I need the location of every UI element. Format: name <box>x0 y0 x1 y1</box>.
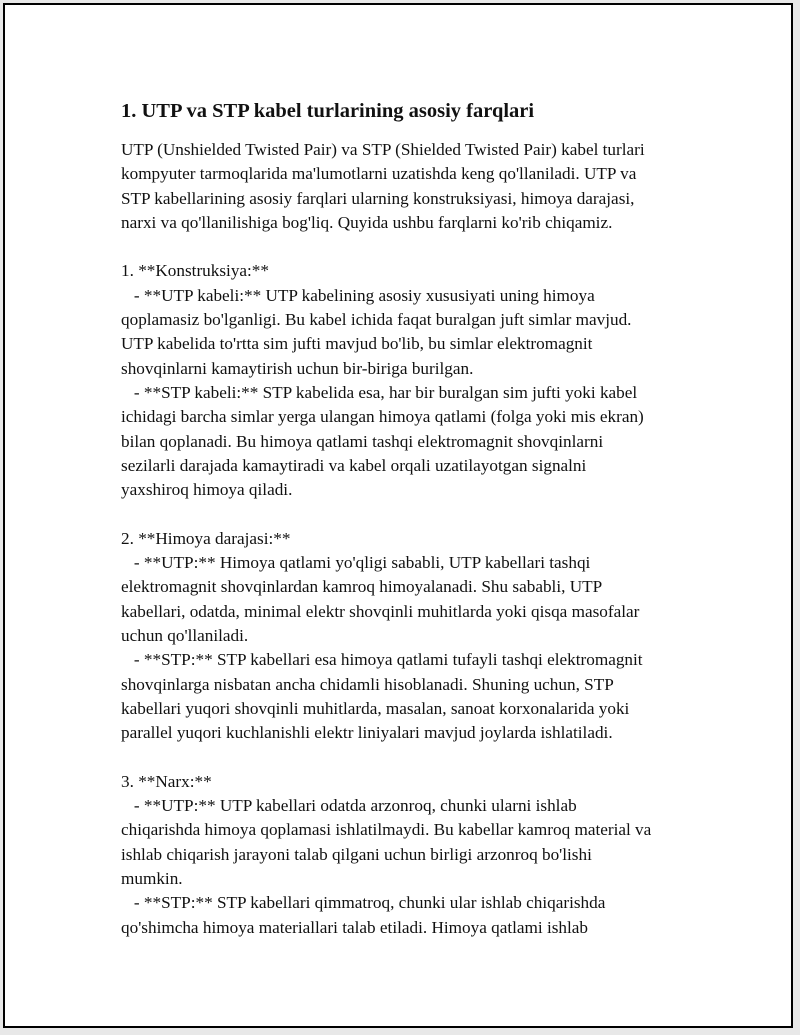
text-line: uchun qo'llaniladi. <box>121 625 249 645</box>
text-line: shovqinlarga nisbatan ancha chidamli hisoblanadi. Shuning uchun, STP <box>121 674 614 694</box>
text-line: - **UTP kabeli:** UTP kabelining asosiy xususiyati uning himoya <box>121 285 595 305</box>
text-line: - **STP kabeli:** STP kabelida esa, har bir buralgan sim jufti yoki kabel <box>121 382 638 402</box>
text-line: narxi va qo'llanilishiga bog'liq. Quyida ushbu farqlarni ko'rib chiqamiz. <box>121 212 613 232</box>
text-line: - **UTP:** Himoya qatlami yo'qligi sababli, UTP kabellari tashqi <box>121 553 591 573</box>
paragraph-gap <box>121 235 721 259</box>
text-line: shovqinlarni kamaytirish uchun bir-biriga burilgan. <box>121 358 474 378</box>
text-line: UTP (Unshielded Twisted Pair) va STP (Shielded Twisted Pair) kabel turlari <box>121 140 645 159</box>
text-line: - **STP:** STP kabellari esa himoya qatlami tufayli tashqi elektromagnit <box>121 650 643 670</box>
text-line: kompyuter tarmoqlarida ma'lumotlarni uzatishda keng qo'llaniladi. UTP va <box>121 164 637 184</box>
text-line: yaxshiroq himoya qiladi. <box>121 480 293 500</box>
text-line: qo'shimcha himoya materiallari talab etiladi. Himoya qatlami ishlab <box>121 917 589 937</box>
text-line: sezilarli darajada kamaytiradi va kabel orqali uzatilayotgan signalni <box>121 455 587 475</box>
text-line: ishlab chiqarish jarayoni talab qilgani uchun birligi arzonroq bo'lishi <box>121 844 592 864</box>
text-line: STP kabellarining asosiy farqlari ularning konstruksiyasi, himoya darajasi, <box>121 188 635 208</box>
section-price <box>121 770 721 940</box>
text-line: - **STP:** STP kabellari qimmatroq, chunki ular ishlab chiqarishda <box>121 893 606 913</box>
text-line: UTP kabelida to'rtta sim jufti mavjud bo'lib, bu simlar elektromagnit <box>121 334 593 354</box>
document-content <box>121 98 721 940</box>
section-title: 2. **Himoya darajasi:** <box>121 528 291 548</box>
text-line: chiqarishda himoya qoplamasi ishlatilmaydi. Bu kabellar kamroq material va <box>121 820 652 840</box>
section-protection-level <box>121 527 721 746</box>
text-line: ichidagi barcha simlar yerga ulangan himoya qatlami (folga yoki mis ekran) <box>121 407 644 427</box>
document-heading: 1. UTP va STP kabel turlarining asosiy farqlari <box>121 100 535 122</box>
text-line: kabellari, odatda, minimal elektr shovqinli muhitlarda yoki qisqa masofalar <box>121 601 640 621</box>
text-line: elektromagnit shovqinlardan kamroq himoyalanadi. Shu sababli, UTP <box>121 577 603 597</box>
text-line: qoplamasiz bo'lganligi. Bu kabel ichida faqat buralgan juft simlar mavjud. <box>121 310 632 330</box>
text-line: kabellari yuqori shovqinli muhitlarda, masalan, sanoat korxonalarida yoki <box>121 698 630 718</box>
intro-paragraph <box>121 138 721 235</box>
paragraph-gap <box>121 502 721 526</box>
text-line: bilan qoplanadi. Bu himoya qatlami tashqi elektromagnit shovqinlarni <box>121 431 604 451</box>
text-line: parallel yuqori kuchlanishli elektr liniyalari mavjud joylarda ishlatiladi. <box>121 723 613 743</box>
paragraph-gap <box>121 745 721 769</box>
section-title: 3. **Narx:** <box>121 771 212 791</box>
document-page <box>3 3 793 1028</box>
section-title: 1. **Konstruksiya:** <box>121 261 269 281</box>
text-line: - **UTP:** UTP kabellari odatda arzonroq, chunki ularni ishlab <box>121 796 577 816</box>
text-line: mumkin. <box>121 868 183 888</box>
section-construction <box>121 259 721 502</box>
